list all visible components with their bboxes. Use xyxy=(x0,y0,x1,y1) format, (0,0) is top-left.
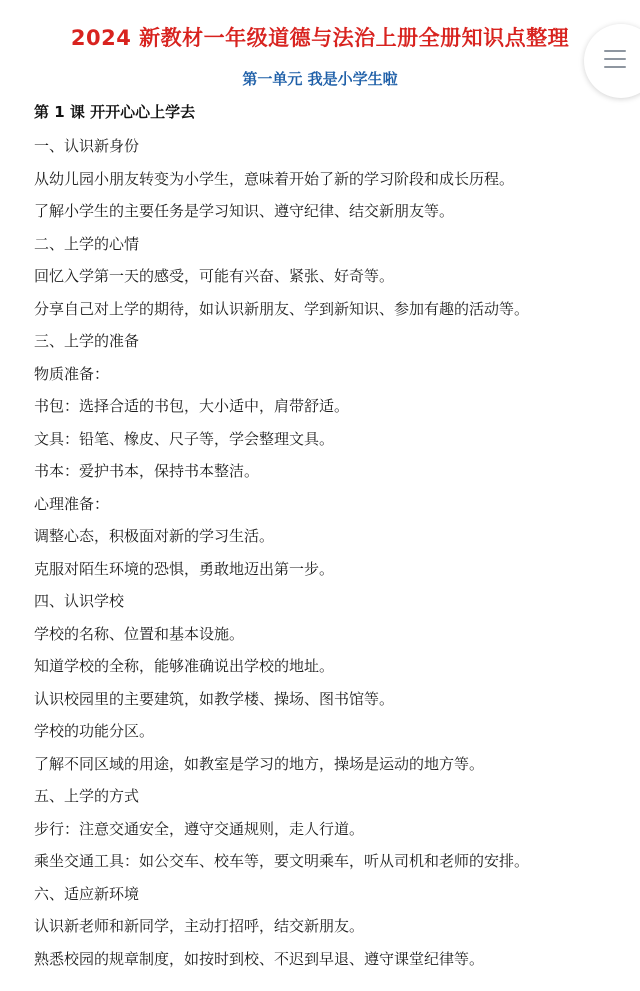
text-line: 书包：选择合适的书包，大小适中，肩带舒适。 xyxy=(34,397,350,415)
text-line: 认识新老师和新同学，主动打招呼，结交新朋友。 xyxy=(34,917,365,935)
section-heading: 五、上学的方式 xyxy=(34,787,140,805)
document-title: 2024 新教材一年级道德与法治上册全册知识点整理 xyxy=(70,26,570,50)
text-line: 学校的功能分区。 xyxy=(34,722,155,740)
text-line: 心理准备： xyxy=(34,494,110,513)
text-line: 步行：注意交通安全，遵守交通规则，走人行道。 xyxy=(34,819,365,838)
hamburger-menu-icon xyxy=(604,50,626,52)
section-heading: 四、认识学校 xyxy=(34,592,125,610)
unit-heading: 第一单元 我是小学生啦 xyxy=(242,70,398,88)
text-line: 乘坐交通工具：如公交车、校车等，要文明乘车，听从司机和老师的安排。 xyxy=(34,852,530,870)
text-line: 克服对陌生环境的恐惧，勇敢地迈出第一步。 xyxy=(34,559,335,578)
text-line: 了解不同区域的用途，如教室是学习的地方，操场是运动的地方等。 xyxy=(34,754,485,773)
text-line: 文具：铅笔、橡皮、尺子等，学会整理文具。 xyxy=(34,429,335,448)
text-line: 书本：爱护书本，保持书本整洁。 xyxy=(34,462,260,480)
section-heading: 二、上学的心情 xyxy=(34,234,140,253)
text-line: 认识校园里的主要建筑，如教学楼、操场、图书馆等。 xyxy=(34,689,395,708)
section-heading: 六、适应新环境 xyxy=(34,884,140,903)
text-line: 了解小学生的主要任务是学习知识、遵守纪律、结交新朋友等。 xyxy=(34,202,455,220)
lesson-heading: 第 1 课 开开心心上学去 xyxy=(34,103,196,121)
content-lines xyxy=(34,130,529,975)
text-line: 分享自己对上学的期待，如认识新朋友、学到新知识、参加有趣的活动等。 xyxy=(34,299,530,318)
text-line: 物质准备： xyxy=(34,364,110,383)
text-line: 调整心态，积极面对新的学习生活。 xyxy=(34,527,275,545)
text-line: 知道学校的全称，能够准确说出学校的地址。 xyxy=(34,657,335,675)
text-line: 学校的名称、位置和基本设施。 xyxy=(34,624,245,643)
text-line: 回忆入学第一天的感受，可能有兴奋、紧张、好奇等。 xyxy=(34,267,395,285)
section-heading: 一、认识新身份 xyxy=(34,137,140,155)
text-line: 熟悉校园的规章制度，如按时到校、不迟到早退、遵守课堂纪律等。 xyxy=(34,949,485,968)
section-heading: 三、上学的准备 xyxy=(34,332,140,350)
text-line: 从幼儿园小朋友转变为小学生，意味着开始了新的学习阶段和成长历程。 xyxy=(34,169,515,188)
